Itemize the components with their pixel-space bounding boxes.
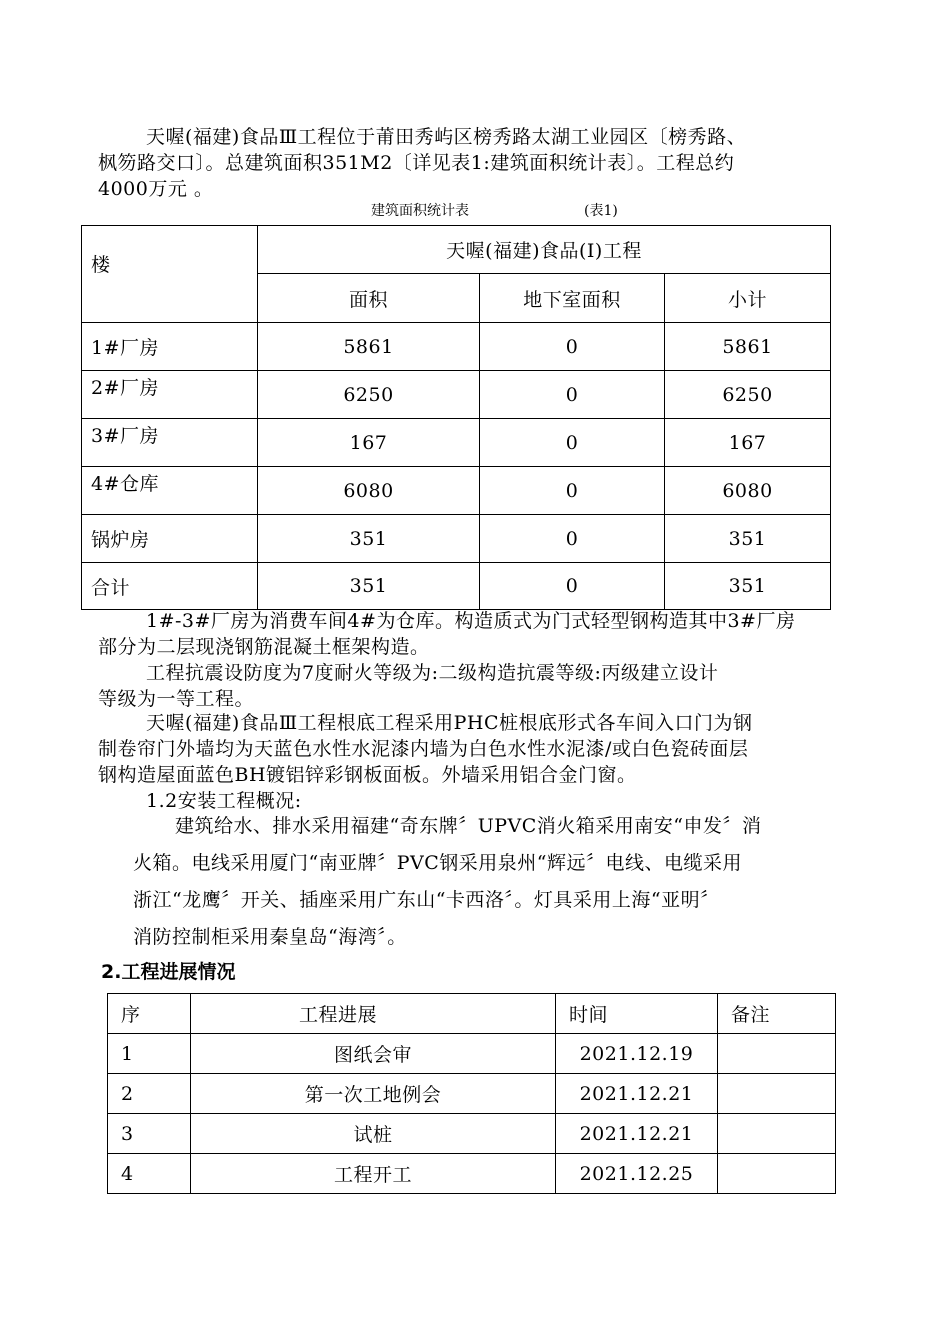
install-line: 建筑给水、排水采用福建“奇东牌〞UPVC消火箱采用南安“申发〞消 xyxy=(175,815,762,837)
cell-note xyxy=(718,1034,836,1074)
intro-line: 4000万元 。 xyxy=(98,178,214,200)
seismic-paragraph xyxy=(98,660,858,712)
foundation-paragraph xyxy=(98,710,858,788)
install-line: 浙江“龙鹰〞开关、插座采用广东山“卡西洛〞。灯具采用上海“亚明〞 xyxy=(133,889,720,911)
cell-progress: 图纸会审 xyxy=(191,1034,556,1074)
header-progress: 工程进展 xyxy=(191,994,556,1034)
intro-line: 天喔(福建)食品Ⅲ工程位于莆田秀屿区榜秀路太湖工业园区〔榜秀路、 xyxy=(146,126,747,148)
install-section-title: 1.2安装工程概况: xyxy=(146,790,302,812)
header-area: 面积 xyxy=(258,274,480,323)
cell-building: 锅炉房 xyxy=(82,515,258,563)
cell-area: 351 xyxy=(258,515,480,563)
cell-area: 5861 xyxy=(258,323,480,371)
cell-subtotal: 351 xyxy=(665,563,831,610)
cell-note xyxy=(718,1154,836,1194)
header-subtotal: 小计 xyxy=(665,274,831,323)
intro-paragraph xyxy=(98,124,858,202)
cell-time: 2021.12.21 xyxy=(556,1074,718,1114)
cell-no: 2 xyxy=(108,1074,191,1114)
install-line: 火箱。电线采用厦门“南亚牌〞PVC钢采用泉州“辉远〞电线、电缆采用 xyxy=(133,852,742,874)
install-line: 消防控制柜采用秦皇岛“海湾〞。 xyxy=(133,926,407,948)
seismic-line: 等级为一等工程。 xyxy=(98,688,255,710)
cell-basement: 0 xyxy=(480,419,665,467)
cell-no: 4 xyxy=(108,1154,191,1194)
table1-caption-title: 建筑面积统计表 xyxy=(371,203,469,219)
cell-building: 2#厂房 xyxy=(82,371,258,419)
intro-line: 枫笏路交口〕。总建筑面积351M2〔详见表1:建筑面积统计表〕。工程总约 xyxy=(98,152,735,174)
table-row xyxy=(82,323,831,371)
structure-paragraph xyxy=(98,608,858,660)
cell-area: 351 xyxy=(258,563,480,610)
cell-area: 6250 xyxy=(258,371,480,419)
structure-line: 部分为二层现浇钢筋混凝土框架构造。 xyxy=(98,636,430,658)
header-time: 时间 xyxy=(556,994,718,1034)
cell-time: 2021.12.25 xyxy=(556,1154,718,1194)
table-row xyxy=(82,467,831,515)
table-row xyxy=(108,1154,836,1194)
table-row xyxy=(108,1034,836,1074)
cell-no: 1 xyxy=(108,1034,191,1074)
foundation-line: 钢构造屋面蓝色BH镀铝锌彩钢板面板。外墙采用铝合金门窗。 xyxy=(98,764,637,786)
cell-note xyxy=(718,1114,836,1154)
table-row xyxy=(82,563,831,610)
install-paragraph xyxy=(133,808,858,956)
foundation-line: 天喔(福建)食品Ⅲ工程根底工程采用PHC桩根底形式各车间入口门为钢 xyxy=(146,712,753,734)
table-row xyxy=(108,1114,836,1154)
cell-building: 1#厂房 xyxy=(82,323,258,371)
cell-subtotal: 167 xyxy=(665,419,831,467)
table-row xyxy=(82,515,831,563)
cell-progress: 试桩 xyxy=(191,1114,556,1154)
cell-basement: 0 xyxy=(480,467,665,515)
cell-subtotal: 5861 xyxy=(665,323,831,371)
cell-building: 3#厂房 xyxy=(82,419,258,467)
table-row xyxy=(82,419,831,467)
cell-subtotal: 351 xyxy=(665,515,831,563)
seismic-line: 工程抗震设防度为7度耐火等级为:二级构造抗震等级:丙级建立设计 xyxy=(146,662,719,684)
table1-caption-number: (表1) xyxy=(584,203,618,219)
area-statistics-table xyxy=(81,225,831,610)
cell-note xyxy=(718,1074,836,1114)
cell-basement: 0 xyxy=(480,371,665,419)
header-basement: 地下室面积 xyxy=(480,274,665,323)
table-header-row xyxy=(108,994,836,1034)
table-row xyxy=(108,1074,836,1114)
foundation-line: 制卷帘门外墙均为天蓝色水性水泥漆内墙为白色水性水泥漆/或白色瓷砖面层 xyxy=(98,738,749,760)
header-note: 备注 xyxy=(718,994,836,1034)
cell-basement: 0 xyxy=(480,563,665,610)
cell-basement: 0 xyxy=(480,515,665,563)
cell-subtotal: 6250 xyxy=(665,371,831,419)
header-building: 楼 xyxy=(82,226,258,323)
cell-basement: 0 xyxy=(480,323,665,371)
cell-time: 2021.12.19 xyxy=(556,1034,718,1074)
cell-area: 6080 xyxy=(258,467,480,515)
table-row xyxy=(82,371,831,419)
cell-subtotal: 6080 xyxy=(665,467,831,515)
cell-progress: 第一次工地例会 xyxy=(191,1074,556,1114)
progress-table xyxy=(107,993,836,1194)
cell-progress: 工程开工 xyxy=(191,1154,556,1194)
header-no: 序 xyxy=(108,994,191,1034)
section2-heading: 2.工程进展情况 xyxy=(101,961,236,983)
structure-line: 1#-3#厂房为消费车间4#为仓库。构造质式为门式轻型钢构造其中3#厂房 xyxy=(146,610,796,632)
cell-time: 2021.12.21 xyxy=(556,1114,718,1154)
cell-area: 167 xyxy=(258,419,480,467)
cell-no: 3 xyxy=(108,1114,191,1154)
header-project-title: 天喔(福建)食品(Ⅰ)工程 xyxy=(258,226,831,274)
cell-building: 合计 xyxy=(82,563,258,610)
cell-building: 4#仓库 xyxy=(82,467,258,515)
